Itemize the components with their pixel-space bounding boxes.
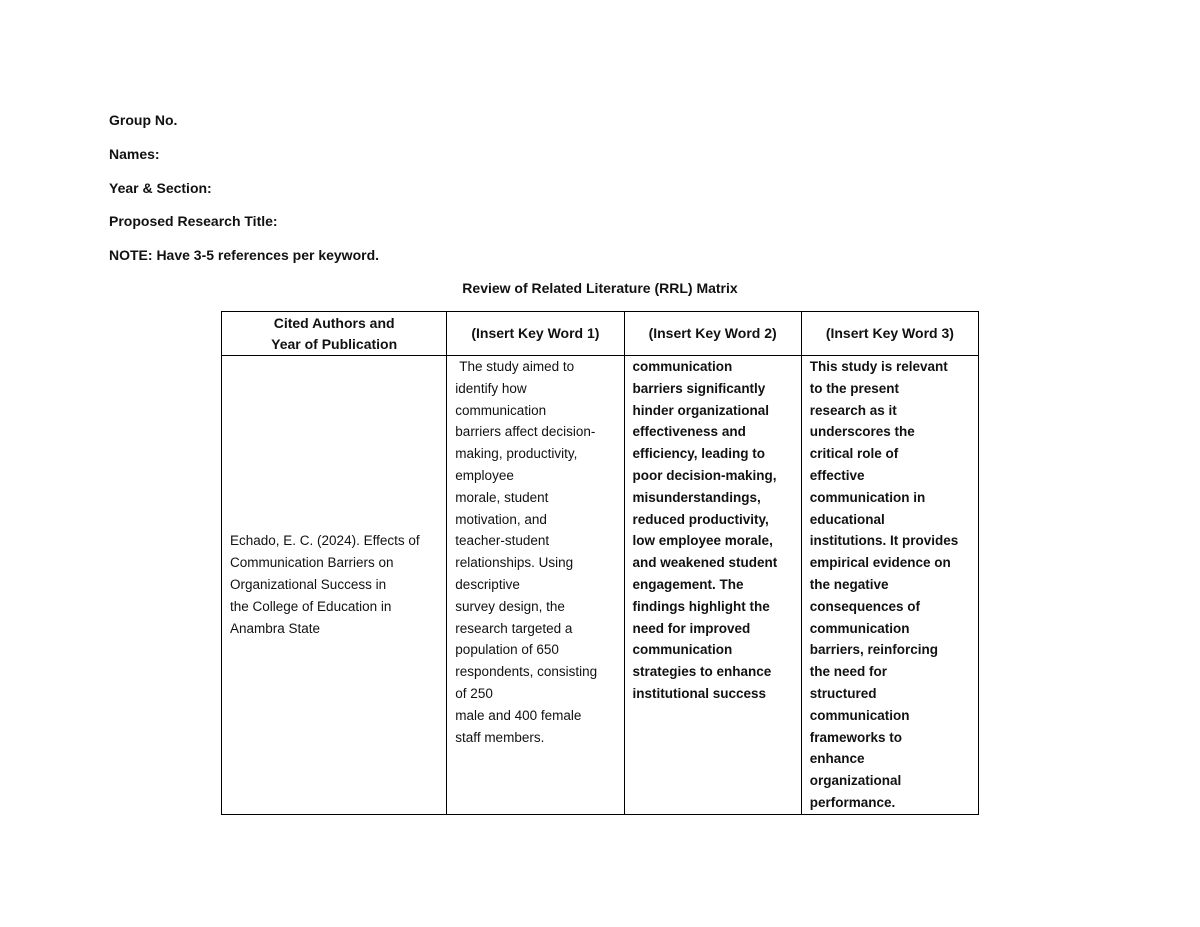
kw2-line: engagement. The [632,576,744,592]
kw1-line: relationships. Using [455,555,574,571]
kw1-line: The study aimed to [459,359,575,374]
kw3-line: frameworks to [809,729,903,745]
kw1-line: communication [455,402,547,418]
kw3-line: consequences of [809,598,921,614]
kw3-line: organizational [809,773,902,789]
kw1-line: staff members. [455,729,545,745]
header-cited-line1: Cited Authors and [273,314,395,331]
kw3-line: structured [809,685,877,701]
kw2-line: effectiveness and [632,424,746,440]
kw3-line: communication in [809,489,926,505]
kw1-line: motivation, and [455,511,547,527]
kw1-line: teacher-student [455,533,550,549]
table-row [222,356,979,815]
kw2-line: communication [632,642,733,658]
kw2-line: and weakened student [632,555,778,571]
kw1-line: identify how [455,380,527,396]
kw2-line: reduced productivity, [632,511,769,527]
kw3-line: communication [809,620,910,636]
kw3-line: This study is relevant [809,359,948,374]
group-no-label: Group No. [109,112,178,128]
cited-line: Organizational Success in [230,576,387,592]
kw3-line: institutions. It provides [809,533,959,549]
kw2-line: communication [632,359,733,374]
note-text: NOTE: Have 3-5 references per keyword. [109,247,380,263]
kw3-line: effective [809,467,865,483]
cell-keyword-1 [447,356,624,815]
names-label: Names: [109,146,160,162]
kw1-line: population of 650 [455,642,559,658]
kw2-line: findings highlight the [632,598,770,614]
kw3-line: empirical evidence on [809,555,951,571]
kw2-line: hinder organizational [632,402,770,418]
kw1-line: descriptive [455,576,520,592]
cited-line: Communication Barriers on [230,555,394,571]
kw2-line: institutional success [632,685,767,701]
kw2-line: low employee morale, [632,533,773,549]
kw3-line: underscores the [809,424,915,440]
kw3-line: the need for [809,664,887,680]
kw3-line: barriers, reinforcing [809,642,939,658]
header-keyword-1: (Insert Key Word 1) [447,312,624,356]
header-keyword-2: (Insert Key Word 2) [624,312,801,356]
kw3-line: critical role of [809,446,899,462]
kw1-line: male and 400 female [455,707,582,723]
kw3-line: to the present [809,380,899,396]
cell-keyword-3 [801,356,978,815]
rrl-matrix-table [221,311,979,815]
research-title-label: Proposed Research Title: [109,213,278,229]
cell-keyword-2 [624,356,801,815]
kw2-line: need for improved [632,620,751,636]
kw2-line: poor decision-making, [632,467,777,483]
cited-line: the College of Education in [230,598,392,614]
kw3-line: the negative [809,576,889,592]
kw3-line: performance. [809,794,896,810]
year-section-label: Year & Section: [109,180,212,196]
kw2-line: efficiency, leading to [632,446,766,462]
kw2-line: misunderstandings, [632,489,761,505]
kw3-line: educational [809,511,885,527]
kw1-line: survey design, the [455,598,565,614]
cited-line: Anambra State [230,620,321,636]
kw1-line: making, productivity, [455,446,578,462]
kw3-line: enhance [809,751,865,767]
header-keyword-3: (Insert Key Word 3) [801,312,978,356]
kw1-line: respondents, consisting [455,664,598,680]
kw3-line: communication [809,707,910,723]
kw1-line: research targeted a [455,620,573,636]
header-cited-authors [222,312,447,356]
cell-cited-authors [222,356,447,815]
cited-line: Echado, E. C. (2024). Effects of [230,533,420,549]
kw2-line: barriers significantly [632,380,766,396]
kw1-line: morale, student [455,489,549,505]
table-header-row [222,312,979,356]
kw1-line: employee [455,467,514,483]
kw2-line: strategies to enhance [632,664,772,680]
kw3-line: research as it [809,402,897,418]
kw1-line: of 250 [455,685,493,701]
kw1-line: barriers affect decision- [455,424,596,440]
header-cited-line2: Year of Publication [271,335,398,352]
matrix-title: Review of Related Literature (RRL) Matrix [462,280,738,296]
